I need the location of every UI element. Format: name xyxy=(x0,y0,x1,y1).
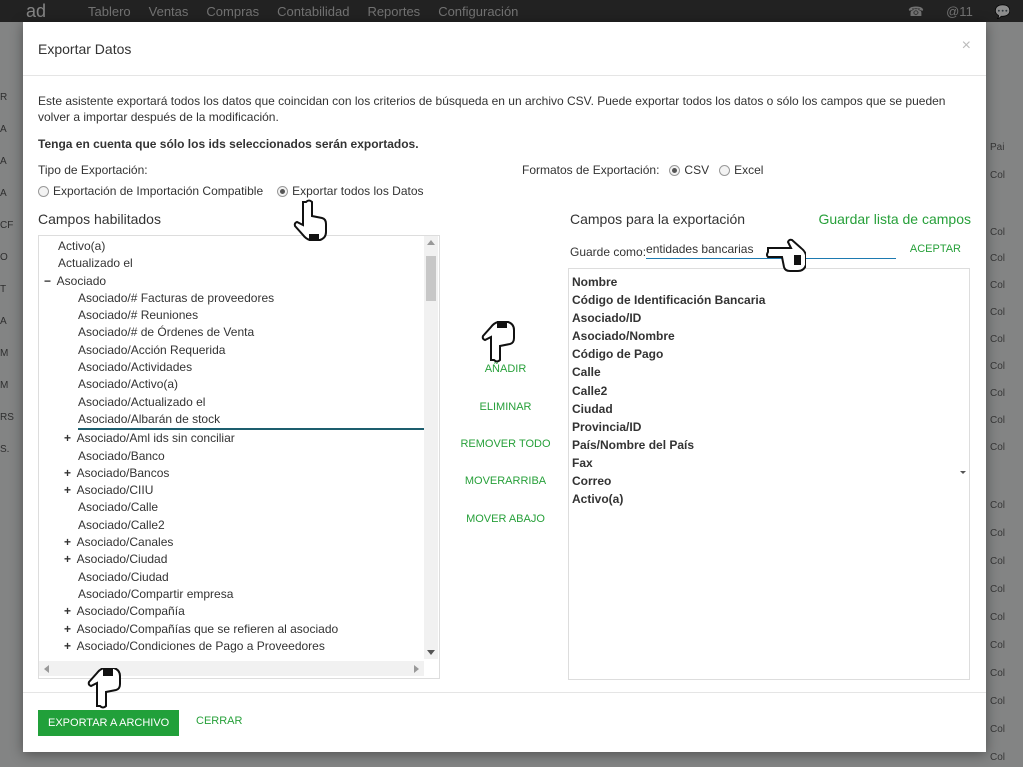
field-label: Asociado/Calle2 xyxy=(78,517,165,532)
export-formats xyxy=(522,163,763,177)
scroll-right-icon[interactable] xyxy=(414,665,419,673)
field-label: Asociado/Activo(a) xyxy=(78,377,179,392)
bg-cell: Col xyxy=(990,696,1006,707)
fields-tree xyxy=(44,238,424,655)
move-up-button[interactable]: MOVERARRIBA xyxy=(464,475,547,487)
field-item[interactable] xyxy=(44,621,424,638)
field-label: Asociado/Actualizado el xyxy=(78,394,206,409)
expand-icon[interactable]: + xyxy=(64,431,72,446)
expand-icon[interactable]: + xyxy=(64,638,72,653)
vertical-scrollbar[interactable] xyxy=(424,236,438,659)
bg-cell: Col xyxy=(990,556,1006,567)
field-label: Asociado/Banco xyxy=(78,448,165,463)
export-fields-list[interactable] xyxy=(568,268,970,680)
bg-cell: Col xyxy=(990,415,1006,426)
field-item[interactable] xyxy=(44,324,424,341)
export-field-item[interactable]: Activo(a) xyxy=(572,492,624,507)
dialog-header xyxy=(23,22,986,76)
ids-note: Tenga en cuenta que sólo los ids seleccionados serán exportados. xyxy=(38,137,419,151)
bg-letter: S. xyxy=(0,444,10,455)
save-fields-list-link[interactable]: Guardar lista de campos xyxy=(818,211,971,227)
field-item[interactable] xyxy=(44,394,424,411)
export-field-item[interactable]: Provincia/ID xyxy=(572,419,642,434)
radio-label: Exportar todos los Datos xyxy=(292,184,424,198)
enabled-fields-list[interactable] xyxy=(38,235,440,679)
bg-cell: Col xyxy=(990,442,1006,453)
dialog-title: Exportar Datos xyxy=(38,41,132,57)
save-as-row xyxy=(570,242,896,259)
export-field-item[interactable]: Correo xyxy=(572,474,612,489)
field-item[interactable] xyxy=(44,290,424,307)
radio-unchecked-icon xyxy=(38,186,49,197)
bg-cell: Col xyxy=(990,227,1006,238)
field-label: Asociado xyxy=(56,273,107,288)
field-item[interactable] xyxy=(44,638,424,655)
chat-icon[interactable]: 💬 xyxy=(994,4,1011,19)
save-as-label: Guarde como: xyxy=(570,245,647,259)
expand-icon[interactable]: + xyxy=(64,465,72,480)
field-item[interactable] xyxy=(44,499,424,516)
menu-reportes[interactable]: Reportes xyxy=(367,4,421,19)
scroll-left-icon[interactable] xyxy=(44,665,49,673)
radio-import-compatible[interactable] xyxy=(38,184,263,198)
bg-cell: Col xyxy=(990,280,1006,291)
bg-cell: Col xyxy=(990,752,1006,763)
expand-icon[interactable]: + xyxy=(64,552,72,567)
menu-ventas[interactable]: Ventas xyxy=(148,4,189,19)
field-item[interactable] xyxy=(44,238,424,255)
bg-letter: T xyxy=(0,284,7,295)
close-icon[interactable]: × xyxy=(961,37,971,54)
remove-all-button[interactable]: REMOVER TODO xyxy=(460,438,551,450)
expand-icon[interactable]: + xyxy=(64,621,72,636)
bg-letter: CF xyxy=(0,220,14,231)
bg-letter: O xyxy=(0,252,8,263)
expand-icon[interactable]: + xyxy=(64,604,72,619)
bg-cell: Col xyxy=(990,640,1006,651)
export-field-item[interactable]: Asociado/Nombre xyxy=(572,329,675,344)
bg-letter: M xyxy=(0,348,9,359)
field-item[interactable] xyxy=(44,534,424,551)
caret-down-icon xyxy=(960,471,966,474)
field-item[interactable] xyxy=(44,448,424,465)
radio-unchecked-icon xyxy=(719,165,730,176)
export-fields xyxy=(572,273,765,508)
export-field-item[interactable]: Ciudad xyxy=(572,401,613,416)
collapse-icon[interactable]: − xyxy=(44,273,52,288)
radio-csv[interactable] xyxy=(669,163,709,177)
bg-cell: Col xyxy=(990,668,1006,679)
field-label: Asociado/Albarán de stock xyxy=(78,411,424,430)
export-field-item[interactable]: Asociado/ID xyxy=(572,311,642,326)
bg-letter: R xyxy=(0,92,8,103)
close-button[interactable]: CERRAR xyxy=(196,715,243,727)
field-item[interactable] xyxy=(44,482,424,499)
scroll-up-icon[interactable] xyxy=(427,240,435,245)
field-label: Asociado/# de Órdenes de Venta xyxy=(78,325,255,340)
export-field-item[interactable]: Calle2 xyxy=(572,383,608,398)
hand-cursor-icon xyxy=(766,238,806,272)
field-label: Asociado/# Reuniones xyxy=(78,308,199,323)
field-item[interactable] xyxy=(44,307,424,324)
field-item[interactable] xyxy=(44,569,424,586)
field-label: Asociado/Compartir empresa xyxy=(78,586,234,601)
field-label: Asociado/Calle xyxy=(78,500,159,515)
field-label: Actualizado el xyxy=(58,256,133,271)
formats-label: Formatos de Exportación: xyxy=(522,163,660,177)
radio-checked-icon xyxy=(277,186,288,197)
menu-contabilidad[interactable]: Contabilidad xyxy=(277,4,350,19)
intro-text: Este asistente exportará todos los datos que coincidan con los criterios de búsqueda en un archivo CSV. Puede exportar todos los datos o sólo los campos que se pueden volver a importar después de la modificación. xyxy=(38,94,946,124)
export-field-item[interactable]: Calle xyxy=(572,365,601,380)
bg-cell: Col xyxy=(990,361,1006,372)
radio-label: Exportación de Importación Compatible xyxy=(53,184,264,198)
move-down-button[interactable]: MOVER ABAJO xyxy=(466,513,545,525)
bg-letter: A xyxy=(0,188,7,199)
bg-cell: Col xyxy=(990,388,1006,399)
radio-checked-icon xyxy=(669,165,680,176)
scroll-thumb[interactable] xyxy=(426,256,436,301)
field-item[interactable] xyxy=(44,273,424,290)
field-label: Asociado/Condiciones de Pago a Proveedores xyxy=(76,638,325,653)
bg-letter: M xyxy=(0,380,9,391)
scroll-down-icon[interactable] xyxy=(427,650,435,655)
radio-label: CSV xyxy=(684,163,710,177)
export-field-item[interactable]: País/Nombre del País xyxy=(572,437,695,452)
enabled-fields-title: Campos habilitados xyxy=(38,211,161,227)
bg-cell: Col xyxy=(990,334,1006,345)
field-label: Asociado/CIIU xyxy=(76,483,154,498)
field-label: Asociado/Ciudad xyxy=(78,569,169,584)
field-item[interactable] xyxy=(44,586,424,603)
export-field-item[interactable]: Código de Identificación Bancaria xyxy=(572,293,766,308)
field-label: Asociado/Aml ids sin conciliar xyxy=(76,431,235,446)
field-item[interactable] xyxy=(44,517,424,534)
accept-button[interactable]: ACEPTAR xyxy=(909,243,961,255)
hand-cursor-icon xyxy=(86,668,126,710)
activity-counter[interactable]: @11 xyxy=(946,4,973,19)
field-label: Asociado/Acción Requerida xyxy=(78,342,226,357)
field-label: Asociado/Ciudad xyxy=(76,552,168,567)
bg-letter: RS xyxy=(0,412,14,423)
field-item[interactable] xyxy=(44,411,424,430)
export-fields-title: Campos para la exportación xyxy=(570,211,746,227)
menu-configuracion[interactable]: Configuración xyxy=(438,4,519,19)
hand-cursor-icon xyxy=(480,320,520,366)
radio-label: Excel xyxy=(734,163,764,177)
bg-cell: Col xyxy=(990,500,1006,511)
bg-cell: Col xyxy=(990,170,1006,181)
field-item[interactable] xyxy=(44,465,424,482)
bg-cell: Col xyxy=(990,253,1006,264)
export-field-item[interactable]: Nombre xyxy=(572,275,618,289)
bg-cell: Col xyxy=(990,584,1006,595)
bg-letter: A xyxy=(0,124,7,135)
expand-icon[interactable]: + xyxy=(64,535,72,550)
add-button[interactable]: AÑADIR xyxy=(484,363,527,375)
field-item[interactable] xyxy=(44,551,424,568)
field-label: Asociado/Canales xyxy=(76,535,174,550)
expand-icon[interactable]: + xyxy=(64,483,72,498)
field-item[interactable] xyxy=(44,603,424,620)
bg-letter: A xyxy=(0,316,7,327)
field-label: Asociado/Compañía xyxy=(76,604,185,619)
field-label: Activo(a) xyxy=(58,239,106,253)
export-dialog xyxy=(23,22,986,752)
phone-icon[interactable]: ☎ xyxy=(907,4,925,19)
bg-cell: Col xyxy=(990,528,1006,539)
field-label: Asociado/Bancos xyxy=(76,465,170,480)
menu-tablero[interactable]: Tablero xyxy=(88,4,131,19)
field-label: Asociado/# Facturas de proveedores xyxy=(78,290,275,305)
export-to-file-button[interactable]: EXPORTAR A ARCHIVO xyxy=(38,710,179,736)
export-type-group xyxy=(38,184,424,198)
field-item[interactable] xyxy=(44,342,424,359)
field-item[interactable] xyxy=(44,359,424,376)
hand-cursor-icon xyxy=(292,198,332,246)
field-label: Asociado/Compañías que se refieren al asociado xyxy=(76,621,339,636)
field-item[interactable] xyxy=(44,376,424,393)
bg-cell: Col xyxy=(990,612,1006,623)
field-item[interactable] xyxy=(44,430,424,447)
bg-cell: Col xyxy=(990,307,1006,318)
bg-letter: A xyxy=(0,156,7,167)
bg-column-header: Pai xyxy=(990,142,1005,153)
menu-compras[interactable]: Compras xyxy=(206,4,260,19)
radio-excel[interactable] xyxy=(719,163,763,177)
bg-cell: Col xyxy=(990,724,1006,735)
export-type-label: Tipo de Exportación: xyxy=(38,163,148,177)
dialog-footer xyxy=(23,692,986,753)
field-label: Asociado/Actividades xyxy=(78,360,193,375)
remove-button[interactable]: ELIMINAR xyxy=(479,401,532,413)
app-brand: ad xyxy=(26,1,47,21)
export-field-item[interactable]: Fax xyxy=(572,455,593,470)
field-item[interactable] xyxy=(44,255,424,272)
radio-export-all[interactable] xyxy=(277,184,423,198)
export-field-item[interactable]: Código de Pago xyxy=(572,347,664,362)
